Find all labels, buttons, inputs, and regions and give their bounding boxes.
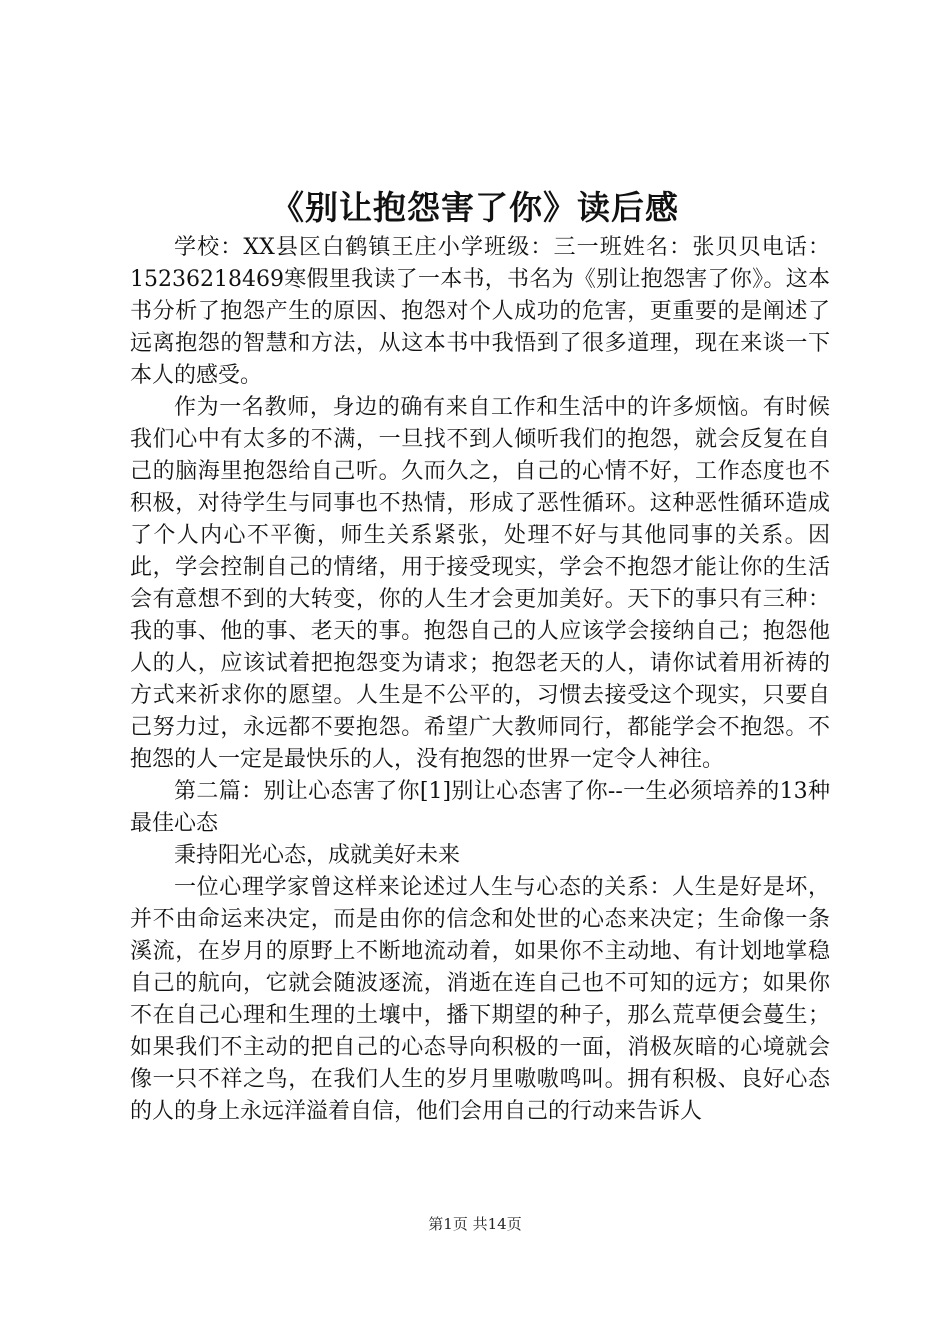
paragraph-teacher-reflection: 作为一名教师，身边的确有来自工作和生活中的许多烦恼。有时候我们心中有太多的不满，一旦找不到人倾听我们的抱怨，就会反复在自己的脑海里抱怨给自己听。久而久之，自己的心情不好，工作态度也不积极，对待学生与同事也不热情，形成了恶性循环。这种恶性循环造成了个人内心不平衡，师生关系紧张，处理不好与其他同事的关系。因此，学会控制自己的情绪，用于接受现实，学会不抱怨才能让你的生活会有意想不到的大转变，你的人生才会更加美好。天下的事只有三种：我的事、他的事、老天的事。抱怨自己的人应该学会接纳自己；抱怨他人的人，应该试着把抱怨变为请求；抱怨老天的人，请你试着用祈祷的方式来祈求你的愿望。人生是不公平的，习惯去接受这个现实，只要自己努力过，永远都不要抱怨。希望广大教师同行，都能学会不抱怨。不抱怨的人一定是最快乐的人，没有抱怨的世界一定令人神往。 <box>130 395 830 772</box>
paragraph-psychologist: 一位心理学家曾这样来论述过人生与心态的关系：人生是好是坏，并不由命运来决定，而是由你的信念和处世的心态来决定；生命像一条溪流，在岁月的原野上不断地流动着，如果你不主动地、有计划地掌稳自己的航向，它就会随波逐流，消逝在连自己也不可知的远方；如果你不在自己心理和生理的土壤中，播下期望的种子，那么荒草便会蔓生；如果我们不主动的把自己的心态导向积极的一面，消极灰暗的心境就会像一只不祥之鸟，在我们人生的岁月里嗷嗷鸣叫。拥有积极、良好心态的人的身上永远洋溢着自信，他们会用自己的行动来告诉人 <box>130 875 830 1124</box>
paragraph-subheading: 秉持阳光心态，成就美好未来 <box>174 843 461 868</box>
page-number-footer: 第1页 共14页 <box>428 1215 522 1233</box>
document-title: 《别让抱怨害了你》读后感 <box>271 188 679 227</box>
paragraph-second-article-heading: 第二篇：别让心态害了你[1]别让心态害了你--一生必须培养的13种最佳心态 <box>130 779 830 836</box>
paragraph-intro: 学校：XX县区白鹤镇王庄小学班级：三一班姓名：张贝贝电话：15236218469寒假里我读了一本书，书名为《别让抱怨害了你》。这本书分析了抱怨产生的原因、抱怨对个人成功的危害，更重要的是阐述了远离抱怨的智慧和方法，从这本书中我悟到了很多道理，现在来谈一下本人的感受。 <box>130 235 830 388</box>
document-body <box>130 232 830 1128</box>
